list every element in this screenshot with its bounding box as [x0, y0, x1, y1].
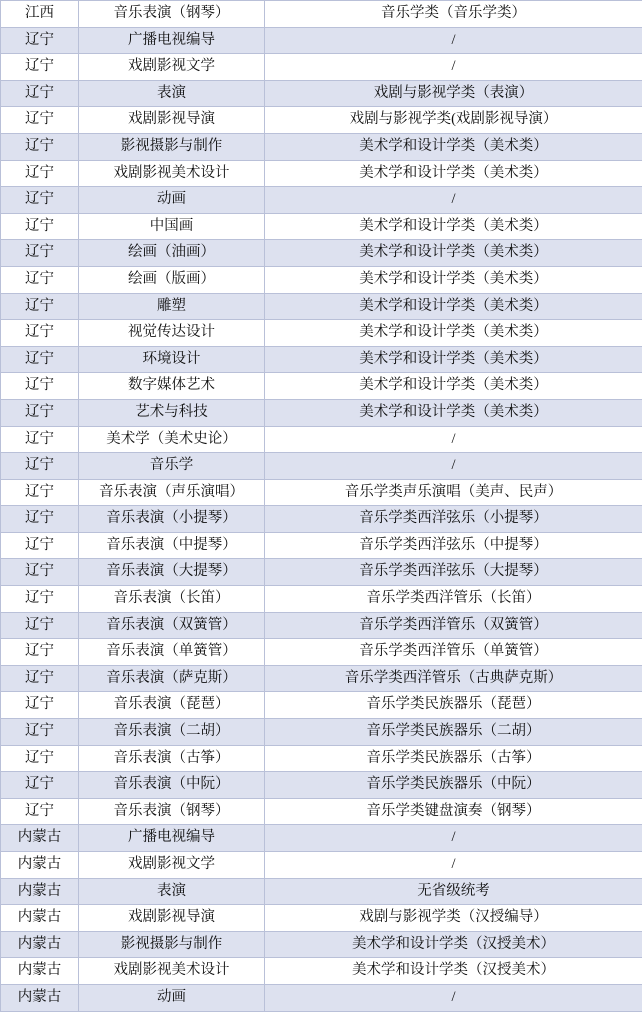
- cell-major: 美术学（美术史论）: [79, 426, 265, 453]
- cell-province: 江西: [1, 1, 79, 28]
- cell-province: 辽宁: [1, 532, 79, 559]
- table-row: [1, 692, 642, 719]
- cell-category: 戏剧与影视学类（汉授编导）: [265, 905, 642, 932]
- table-body: [1, 1, 642, 1012]
- cell-major: 音乐表演（钢琴）: [79, 1, 265, 28]
- cell-category: 音乐学类西洋弦乐（小提琴）: [265, 506, 642, 533]
- cell-category: 音乐学类键盘演奏（钢琴）: [265, 798, 642, 825]
- cell-province: 辽宁: [1, 320, 79, 347]
- cell-province: 辽宁: [1, 133, 79, 160]
- table-row: [1, 612, 642, 639]
- cell-major: 音乐表演（长笛）: [79, 586, 265, 613]
- cell-category: 美术学和设计学类（美术类）: [265, 160, 642, 187]
- cell-category: 美术学和设计学类（美术类）: [265, 266, 642, 293]
- table-row: [1, 798, 642, 825]
- cell-province: 辽宁: [1, 665, 79, 692]
- cell-province: 内蒙古: [1, 852, 79, 879]
- cell-category: 戏剧与影视学类（表演）: [265, 80, 642, 107]
- cell-category: 音乐学类民族器乐（二胡）: [265, 719, 642, 746]
- cell-province: 辽宁: [1, 54, 79, 81]
- cell-province: 辽宁: [1, 559, 79, 586]
- cell-category: /: [265, 984, 642, 1011]
- cell-province: 辽宁: [1, 719, 79, 746]
- cell-province: 内蒙古: [1, 958, 79, 985]
- table-row: [1, 426, 642, 453]
- cell-category: 美术学和设计学类（美术类）: [265, 240, 642, 267]
- cell-major: 戏剧影视美术设计: [79, 958, 265, 985]
- cell-province: 内蒙古: [1, 905, 79, 932]
- cell-province: 辽宁: [1, 586, 79, 613]
- cell-major: 音乐表演（钢琴）: [79, 798, 265, 825]
- cell-province: 内蒙古: [1, 984, 79, 1011]
- cell-category: 美术学和设计学类（美术类）: [265, 213, 642, 240]
- table-row: [1, 293, 642, 320]
- cell-province: 辽宁: [1, 266, 79, 293]
- table-row: [1, 320, 642, 347]
- cell-category: 音乐学类西洋弦乐（中提琴）: [265, 532, 642, 559]
- table-row: [1, 479, 642, 506]
- cell-category: /: [265, 453, 642, 480]
- cell-major: 视觉传达设计: [79, 320, 265, 347]
- cell-category: 音乐学类西洋管乐（双簧管）: [265, 612, 642, 639]
- cell-major: 环境设计: [79, 346, 265, 373]
- cell-major: 音乐表演（琵琶）: [79, 692, 265, 719]
- cell-major: 艺术与科技: [79, 399, 265, 426]
- table-row: [1, 240, 642, 267]
- cell-province: 辽宁: [1, 426, 79, 453]
- cell-province: 内蒙古: [1, 825, 79, 852]
- cell-category: 音乐学类（音乐学类）: [265, 1, 642, 28]
- cell-major: 戏剧影视美术设计: [79, 160, 265, 187]
- table-row: [1, 905, 642, 932]
- cell-province: 辽宁: [1, 346, 79, 373]
- table-row: [1, 27, 642, 54]
- table-row: [1, 160, 642, 187]
- cell-province: 辽宁: [1, 80, 79, 107]
- cell-category: 美术学和设计学类（美术类）: [265, 320, 642, 347]
- table-row: [1, 107, 642, 134]
- table-row: [1, 346, 642, 373]
- cell-category: 美术学和设计学类（汉授美术）: [265, 958, 642, 985]
- cell-major: 音乐表演（中阮）: [79, 772, 265, 799]
- cell-major: 广播电视编导: [79, 825, 265, 852]
- cell-category: 音乐学类西洋管乐（长笛）: [265, 586, 642, 613]
- cell-major: 戏剧影视导演: [79, 107, 265, 134]
- table-row: [1, 825, 642, 852]
- table-row: [1, 453, 642, 480]
- cell-category: /: [265, 54, 642, 81]
- cell-province: 辽宁: [1, 453, 79, 480]
- cell-province: 辽宁: [1, 293, 79, 320]
- cell-category: 音乐学类民族器乐（中阮）: [265, 772, 642, 799]
- table-row: [1, 506, 642, 533]
- cell-category: /: [265, 825, 642, 852]
- cell-major: 绘画（油画）: [79, 240, 265, 267]
- cell-category: /: [265, 27, 642, 54]
- cell-province: 辽宁: [1, 479, 79, 506]
- cell-category: 音乐学类西洋弦乐（大提琴）: [265, 559, 642, 586]
- cell-category: 音乐学类民族器乐（琵琶）: [265, 692, 642, 719]
- table-row: [1, 984, 642, 1011]
- table-row: [1, 745, 642, 772]
- cell-province: 辽宁: [1, 772, 79, 799]
- cell-major: 音乐表演（古筝）: [79, 745, 265, 772]
- cell-province: 辽宁: [1, 745, 79, 772]
- cell-major: 动画: [79, 187, 265, 214]
- cell-category: 戏剧与影视学类(戏剧影视导演）: [265, 107, 642, 134]
- cell-province: 辽宁: [1, 27, 79, 54]
- cell-province: 内蒙古: [1, 878, 79, 905]
- cell-major: 音乐表演（二胡）: [79, 719, 265, 746]
- table-row: [1, 187, 642, 214]
- table-row: [1, 931, 642, 958]
- cell-category: 美术学和设计学类（汉授美术）: [265, 931, 642, 958]
- cell-province: 辽宁: [1, 692, 79, 719]
- cell-province: 辽宁: [1, 798, 79, 825]
- table-row: [1, 133, 642, 160]
- cell-major: 音乐表演（中提琴）: [79, 532, 265, 559]
- table-row: [1, 586, 642, 613]
- cell-category: 美术学和设计学类（美术类）: [265, 293, 642, 320]
- cell-province: 辽宁: [1, 506, 79, 533]
- cell-category: /: [265, 426, 642, 453]
- cell-major: 戏剧影视文学: [79, 852, 265, 879]
- cell-major: 音乐学: [79, 453, 265, 480]
- cell-province: 辽宁: [1, 240, 79, 267]
- cell-major: 影视摄影与制作: [79, 133, 265, 160]
- table-row: [1, 665, 642, 692]
- cell-category: 美术学和设计学类（美术类）: [265, 373, 642, 400]
- table-row: [1, 772, 642, 799]
- table-row: [1, 213, 642, 240]
- cell-province: 辽宁: [1, 612, 79, 639]
- cell-major: 音乐表演（大提琴）: [79, 559, 265, 586]
- table-row: [1, 266, 642, 293]
- table-row: [1, 958, 642, 985]
- cell-province: 辽宁: [1, 160, 79, 187]
- cell-major: 广播电视编导: [79, 27, 265, 54]
- cell-major: 戏剧影视导演: [79, 905, 265, 932]
- cell-major: 音乐表演（萨克斯）: [79, 665, 265, 692]
- cell-major: 音乐表演（声乐演唱）: [79, 479, 265, 506]
- cell-category: 音乐学类西洋管乐（古典萨克斯）: [265, 665, 642, 692]
- cell-category: 无省级统考: [265, 878, 642, 905]
- table-row: [1, 399, 642, 426]
- table-row: [1, 639, 642, 666]
- cell-province: 辽宁: [1, 639, 79, 666]
- cell-category: 美术学和设计学类（美术类）: [265, 133, 642, 160]
- cell-category: 美术学和设计学类（美术类）: [265, 399, 642, 426]
- cell-province: 内蒙古: [1, 931, 79, 958]
- cell-province: 辽宁: [1, 187, 79, 214]
- cell-major: 音乐表演（小提琴）: [79, 506, 265, 533]
- table-row: [1, 532, 642, 559]
- cell-province: 辽宁: [1, 107, 79, 134]
- cell-category: /: [265, 852, 642, 879]
- table-row: [1, 878, 642, 905]
- cell-major: 数字媒体艺术: [79, 373, 265, 400]
- cell-category: 音乐学类民族器乐（古筝）: [265, 745, 642, 772]
- cell-major: 戏剧影视文学: [79, 54, 265, 81]
- cell-major: 雕塑: [79, 293, 265, 320]
- cell-province: 辽宁: [1, 213, 79, 240]
- table-row: [1, 852, 642, 879]
- table-row: [1, 80, 642, 107]
- cell-province: 辽宁: [1, 373, 79, 400]
- cell-province: 辽宁: [1, 399, 79, 426]
- cell-major: 影视摄影与制作: [79, 931, 265, 958]
- cell-category: 音乐学类西洋管乐（单簧管）: [265, 639, 642, 666]
- table-row: [1, 54, 642, 81]
- cell-category: 音乐学类声乐演唱（美声、民声）: [265, 479, 642, 506]
- cell-category: /: [265, 187, 642, 214]
- cell-major: 音乐表演（单簧管）: [79, 639, 265, 666]
- cell-major: 动画: [79, 984, 265, 1011]
- table-row: [1, 719, 642, 746]
- table-row: [1, 1, 642, 28]
- cell-major: 表演: [79, 878, 265, 905]
- cell-category: 美术学和设计学类（美术类）: [265, 346, 642, 373]
- table-row: [1, 373, 642, 400]
- cell-major: 表演: [79, 80, 265, 107]
- cell-major: 中国画: [79, 213, 265, 240]
- table-row: [1, 559, 642, 586]
- cell-major: 音乐表演（双簧管）: [79, 612, 265, 639]
- cell-major: 绘画（版画）: [79, 266, 265, 293]
